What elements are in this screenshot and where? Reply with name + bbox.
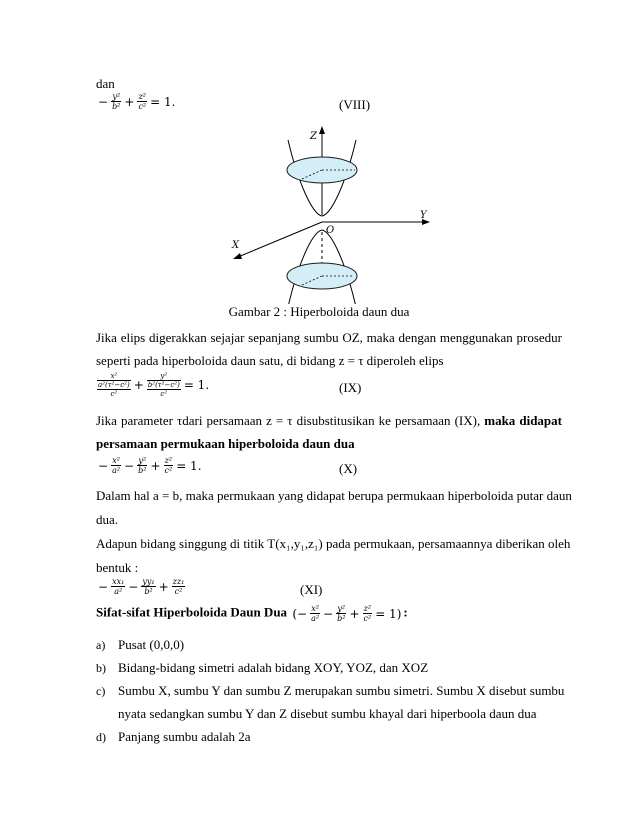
equation-ix: x² a²(τ²−c²) c² + y² b²(τ²−c²) c² = 1. xyxy=(98,372,210,398)
figure-caption: Gambar 2 : Hiperboloida daun dua xyxy=(228,304,410,319)
label-x: X xyxy=(232,240,240,251)
property-d-text: Panjang sumbu adalah 2a xyxy=(118,729,251,744)
para3-line2: dua. xyxy=(96,512,119,527)
para1-line1: Jika elips digerakkan sejajar sepanjang sumbu OZ, maka dengan menggunakan prosedur xyxy=(96,330,562,345)
equation-viii-number: (VIII) xyxy=(339,97,371,112)
label-y: Y xyxy=(420,210,427,221)
property-b-marker: b) xyxy=(96,661,106,675)
para1-line2: seperti pada hiperboloida daun satu, di bidang z = τ diperoleh elips xyxy=(96,353,444,368)
property-d-marker: d) xyxy=(96,730,106,744)
x-axis xyxy=(238,222,322,257)
property-a-text: Pusat (0,0,0) xyxy=(118,637,185,652)
properties-colon: : xyxy=(403,604,408,620)
para2-line1-bold: maka didapat xyxy=(484,413,562,428)
properties-title: Sifat-sifat Hiperboloida Daun Dua xyxy=(96,604,288,620)
equation-xi-number: (XI) xyxy=(300,582,323,597)
z-axis-arrow xyxy=(319,126,325,134)
para4-line2: bentuk : xyxy=(96,560,139,575)
para4-line1: Adapun bidang singgung di titik T(x₁,y₁,z₁) pada permukaan, persamaannya diberikan oleh xyxy=(96,536,571,551)
property-c-continuation: nyata sedangkan sumbu Y dan Z disebut sumbu khayal dari hiperboola daun dua xyxy=(118,706,537,721)
para3-line1: Dalam hal a = b, maka permukaan yang didapat berupa permukaan hiperboloida putar daun xyxy=(96,488,572,503)
properties-heading: Sifat-sifat Hiperboloida Daun Dua (− $\frac{\text{x²}}{\text{a²}}$ − $\frac{\text{y²}}{\text{b²}}$ + $\frac{\text{z²}}{\text{c²}}$ = 1) : xyxy=(96,604,408,623)
hyperboloid-figure xyxy=(220,122,440,304)
property-b-text: Bidang-bidang simetri adalah bidang XOY, YOZ, dan XOZ xyxy=(118,660,429,675)
equation-xi: − $\frac{\text{xx₁}}{\text{a²}}$ − $\frac{\text{yy₁}}{\text{b²}}$ + $\frac{\text{zz₁}}{\text{c²}}$ xyxy=(98,577,185,596)
para2-line1-text: Jika parameter τdari persamaan z = τ disubstitusikan ke persamaan (IX), xyxy=(96,413,481,428)
para2-line1 xyxy=(96,413,562,429)
property-a-marker: a) xyxy=(96,638,106,652)
para2-line2: persamaan permukaan hiperboloida daun dua xyxy=(96,436,355,451)
x-axis-arrow xyxy=(233,253,242,259)
equation-x-number: (X) xyxy=(339,461,358,476)
equation-viii: − $\frac{\text{y²}}{\text{b²}}$ + $\frac{\text{z²}}{\text{c²}}$ = 1. xyxy=(98,92,176,111)
equation-x: − $\frac{\text{x²}}{\text{a²}}$ − $\frac{\text{y²}}{\text{b²}}$ + $\frac{\text{z²}}{\text{c²}}$ = 1. xyxy=(98,456,202,475)
property-c-text: Sumbu X, sumbu Y dan sumbu Z merupakan sumbu simetri. Sumbu X disebut sumbu xyxy=(118,683,565,698)
equation-ix-number: (IX) xyxy=(339,380,362,395)
label-z: Z xyxy=(310,131,317,142)
text-dan: dan xyxy=(96,76,115,91)
property-c-marker: c) xyxy=(96,684,106,698)
label-o: O xyxy=(326,225,335,236)
